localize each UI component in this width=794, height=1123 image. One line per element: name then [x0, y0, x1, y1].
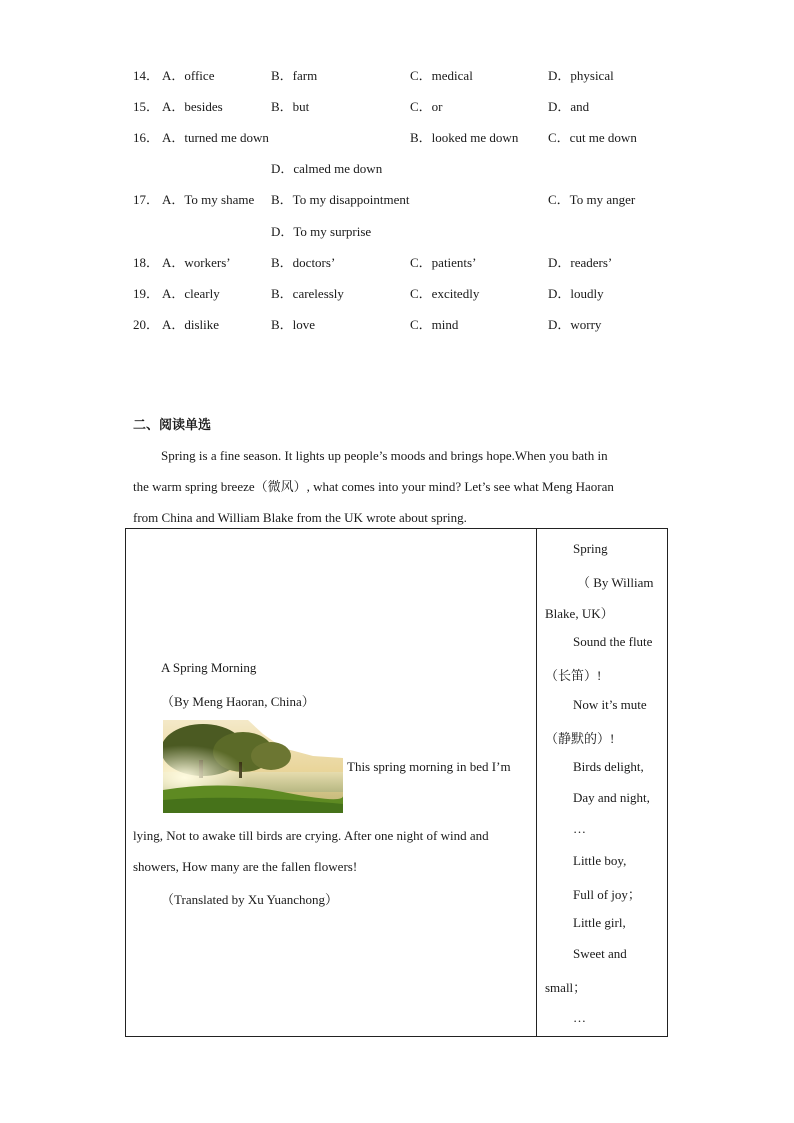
question-19 — [0, 284, 794, 304]
question-number: 20． — [133, 317, 160, 332]
option-d: D．physical — [548, 68, 614, 83]
right-poem-line: Little boy, — [573, 853, 627, 868]
option-d: D．readers’ — [548, 255, 613, 270]
left-poem-title: A Spring Morning — [161, 660, 257, 675]
option-a: A．dislike — [162, 317, 220, 332]
option-a: A．workers’ — [162, 255, 231, 270]
question-17-cont — [0, 222, 794, 242]
right-poem-line: Sweet and — [573, 946, 627, 961]
option-c: C．excitedly — [410, 286, 480, 301]
question-17 — [0, 190, 794, 210]
section-title: 二、阅读单选 — [133, 418, 212, 433]
option-c: C．or — [410, 99, 443, 114]
option-b: B．farm — [271, 68, 318, 83]
option-b: B．carelessly — [271, 286, 344, 301]
right-poem-line: small； — [545, 980, 587, 995]
option-c: C．To my anger — [548, 192, 636, 207]
left-poem-line-start: This spring morning in bed I’m — [347, 759, 511, 774]
question-14 — [0, 66, 794, 86]
question-18 — [0, 253, 794, 273]
right-poem-title: Spring — [573, 541, 608, 556]
question-number: 17． — [133, 192, 160, 207]
option-d: D．loudly — [548, 286, 604, 301]
right-poem-line: Day and night, — [573, 790, 650, 805]
right-poem-line: Sound the flute — [573, 634, 653, 649]
question-15 — [0, 97, 794, 117]
left-poem-body — [133, 820, 529, 882]
question-number: 15． — [133, 99, 160, 114]
option-d: D．worry — [548, 317, 602, 332]
right-poem-line: （ By William — [577, 575, 654, 590]
right-poem-line: … — [573, 821, 586, 836]
right-poem-line: （长笛）! — [545, 668, 602, 683]
question-20 — [0, 315, 794, 335]
left-poem-author: （By Meng Haoran, China） — [161, 694, 315, 709]
option-a: A．office — [162, 68, 215, 83]
table-divider — [536, 528, 537, 1037]
right-poem-line: Little girl, — [573, 915, 626, 930]
intro-line: Spring is a fine season. It lights up people’s moods and brings hope.When you bath in — [161, 448, 608, 463]
right-poem-line: Full of joy； — [573, 887, 641, 902]
option-b: B．looked me down — [410, 130, 519, 145]
intro-line: the warm spring breeze（微风）, what comes into your mind? Let’s see what Meng Haoran — [133, 479, 614, 494]
option-b: B．love — [271, 317, 316, 332]
question-16 — [0, 128, 794, 148]
question-number: 16． — [133, 130, 160, 145]
question-number: 19． — [133, 286, 160, 301]
spring-landscape-image — [163, 720, 343, 813]
right-poem-line: … — [573, 1010, 586, 1025]
option-a: A．To my shame — [162, 192, 255, 207]
option-d: D．To my surprise — [271, 224, 372, 239]
right-poem-line: （静默的）! — [545, 731, 615, 746]
poem-body-line: showers, How many are the fallen flowers! — [133, 859, 358, 874]
left-poem-translator: （Translated by Xu Yuanchong） — [161, 892, 339, 907]
option-d: D．calmed me down — [271, 161, 383, 176]
option-b: B．To my disappointment — [271, 192, 410, 207]
option-c: C．medical — [410, 68, 473, 83]
option-c: C．mind — [410, 317, 459, 332]
question-number: 18． — [133, 255, 160, 270]
question-16-cont — [0, 159, 794, 179]
option-d: D．and — [548, 99, 590, 114]
option-a: A．turned me down — [162, 130, 269, 145]
option-b: B．doctors’ — [271, 255, 336, 270]
option-a: A．clearly — [162, 286, 220, 301]
intro-line: from China and William Blake from the UK wrote about spring. — [133, 510, 467, 525]
option-c: C．cut me down — [548, 130, 637, 145]
question-number: 14． — [133, 68, 160, 83]
section-intro — [133, 440, 660, 533]
poem-body-line: lying, Not to awake till birds are crying. After one night of wind and — [133, 828, 489, 843]
option-a: A．besides — [162, 99, 223, 114]
right-poem-line: Blake, UK） — [545, 606, 614, 621]
option-b: B．but — [271, 99, 310, 114]
right-poem-line: Birds delight, — [573, 759, 644, 774]
option-c: C．patients’ — [410, 255, 477, 270]
right-poem-line: Now it’s mute — [573, 697, 647, 712]
